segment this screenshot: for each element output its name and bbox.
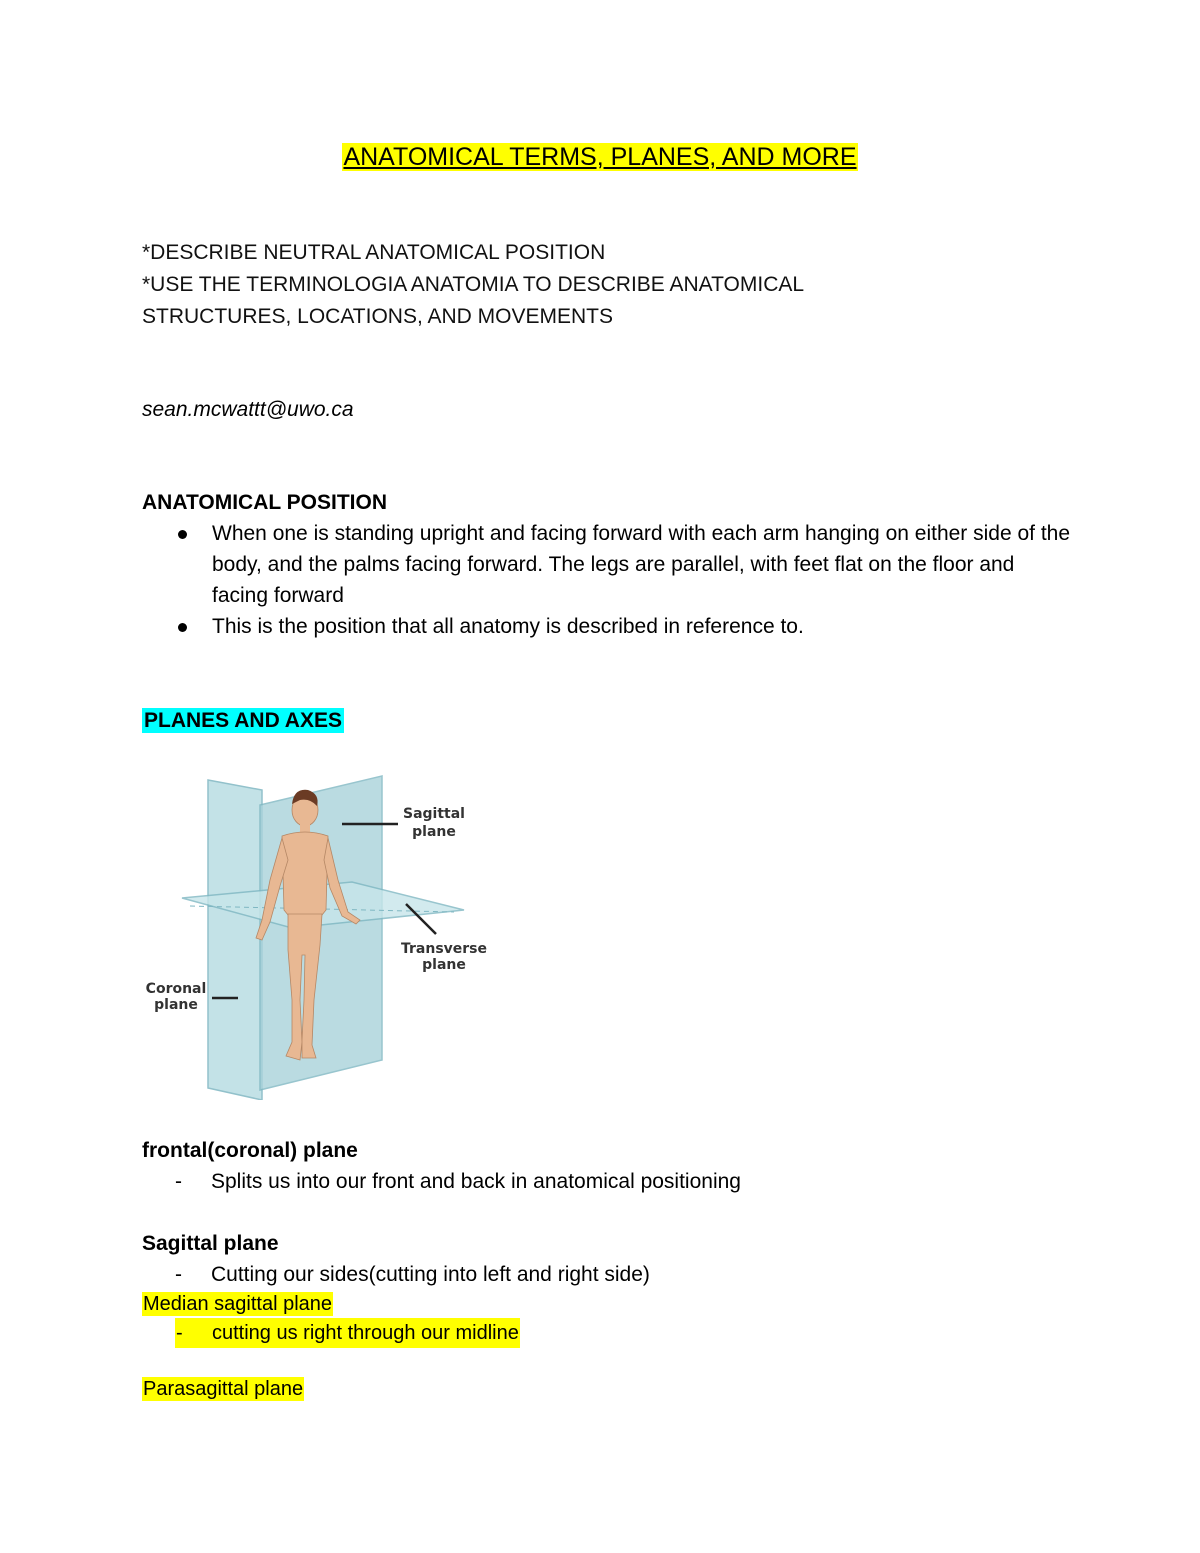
bullet-icon: [178, 530, 187, 539]
section-heading-planes: [142, 705, 344, 736]
coronal-label-line1: Coronal: [145, 981, 207, 997]
sagittal-item-text: Cutting our sides(cutting into left and right side): [211, 1263, 650, 1286]
bullet-icon: [178, 623, 187, 632]
transverse-label-line1: Transverse: [400, 941, 488, 957]
coronal-label-line2: plane: [154, 997, 198, 1013]
sagittal-item: [175, 1259, 650, 1290]
median-sagittal-item-text: cutting us right through our midline: [212, 1322, 519, 1344]
objective-2: *USE THE TERMINOLOGIA ANATOMIA TO DESCRIBE ANATOMICAL: [142, 273, 805, 296]
coronal-plane-shape: [208, 780, 262, 1100]
dash-marker: -: [175, 1263, 182, 1286]
title-text: ANATOMICAL TERMS, PLANES, AND MORE: [343, 143, 857, 171]
section-heading-sagittal: Sagittal plane: [142, 1232, 279, 1255]
section-heading-frontal: frontal(coronal) plane: [142, 1139, 358, 1162]
document-title: [0, 140, 1200, 174]
author-email: sean.mcwattt@uwo.ca: [142, 398, 354, 421]
sagittal-label-line1: Sagittal: [403, 806, 465, 822]
planes-heading-text: PLANES AND AXES: [144, 709, 342, 732]
objective-1: *DESCRIBE NEUTRAL ANATOMICAL POSITION: [142, 241, 606, 264]
parasagittal-heading: [142, 1375, 304, 1403]
median-sagittal-item: [175, 1318, 520, 1348]
objective-3: STRUCTURES, LOCATIONS, AND MOVEMENTS: [142, 305, 613, 328]
list-item: [175, 518, 1075, 611]
list-item-text: When one is standing upright and facing forward with each arm hanging on either side of the body, and the palms facing forward. The legs are parallel, with feet flat on the floor and facing forward: [212, 522, 1071, 607]
median-sagittal-item-highlight: [175, 1318, 520, 1348]
sagittal-label-line2: plane: [412, 824, 456, 840]
transverse-label-line2: plane: [422, 957, 466, 973]
parasagittal-heading-text: Parasagittal plane: [143, 1378, 304, 1400]
dash-marker: -: [176, 1322, 183, 1344]
list-item-text: This is the position that all anatomy is described in reference to.: [212, 615, 804, 638]
frontal-item-text: Splits us into our front and back in anatomical positioning: [211, 1170, 741, 1193]
anatomical-planes-figure: [142, 770, 502, 1100]
dash-marker: -: [175, 1170, 182, 1193]
anatomical-position-list: [175, 518, 1075, 642]
median-sagittal-heading: [142, 1290, 333, 1318]
median-sagittal-heading-text: Median sagittal plane: [143, 1293, 333, 1315]
list-item: [175, 611, 1075, 642]
section-heading-anatomical-position: ANATOMICAL POSITION: [142, 491, 388, 514]
frontal-item: [175, 1166, 741, 1197]
